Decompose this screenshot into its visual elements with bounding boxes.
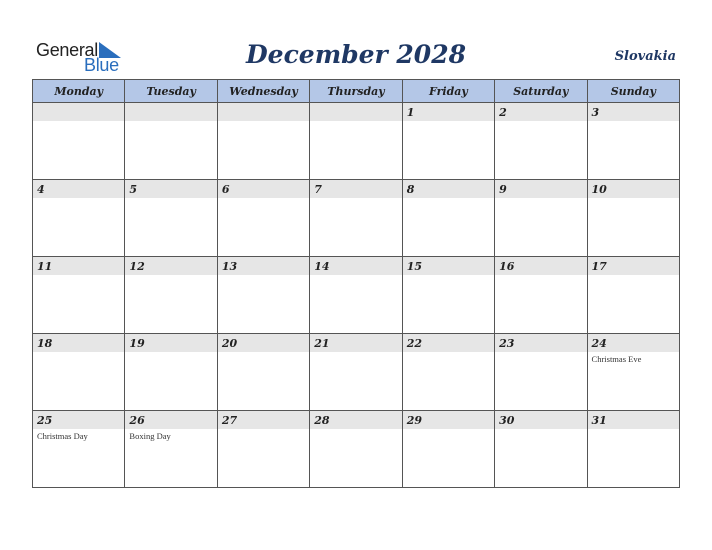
day-number-bar	[33, 103, 124, 121]
day-cell	[125, 257, 217, 334]
day-cell	[33, 180, 125, 257]
day-cell	[217, 180, 309, 257]
day-cell	[587, 103, 679, 180]
day-number-bar	[403, 103, 494, 121]
day-number: 30	[499, 414, 515, 427]
day-number: 21	[314, 337, 330, 350]
week-row	[33, 180, 680, 257]
day-cell	[587, 334, 679, 411]
day-cell	[217, 103, 309, 180]
day-number-bar	[310, 103, 401, 121]
weekday-header: Wednesday	[217, 80, 309, 103]
day-cell	[33, 257, 125, 334]
calendar-grid	[32, 79, 680, 488]
day-number: 19	[129, 337, 145, 350]
day-number: 31	[591, 414, 607, 427]
week-row	[33, 334, 680, 411]
day-cell	[587, 257, 679, 334]
day-number: 7	[314, 183, 322, 196]
day-cell	[402, 334, 494, 411]
day-cell	[125, 180, 217, 257]
weekday-header: Sunday	[587, 80, 679, 103]
day-cell	[310, 103, 402, 180]
day-cell	[310, 180, 402, 257]
day-number-bar	[310, 180, 401, 198]
day-number: 28	[314, 414, 330, 427]
weekday-header: Tuesday	[125, 80, 217, 103]
day-number: 12	[129, 260, 145, 273]
day-number-bar	[33, 180, 124, 198]
day-number-bar	[218, 180, 309, 198]
week-row	[33, 257, 680, 334]
day-cell	[402, 103, 494, 180]
weekday-header: Thursday	[310, 80, 402, 103]
day-number: 20	[221, 337, 238, 350]
day-number-bar	[403, 180, 494, 198]
day-cell	[495, 334, 587, 411]
weekday-header: Friday	[402, 80, 494, 103]
day-number: 17	[591, 260, 607, 273]
logo-text-blue: Blue	[84, 55, 119, 75]
day-number: 8	[406, 183, 415, 196]
day-number: 5	[129, 183, 138, 196]
day-number: 6	[221, 183, 230, 196]
day-cell	[125, 411, 217, 488]
day-cell	[33, 411, 125, 488]
calendar-body	[33, 103, 680, 488]
day-cell	[125, 103, 217, 180]
day-number-bar	[495, 103, 586, 121]
day-number: 10	[591, 183, 607, 196]
day-cell	[310, 411, 402, 488]
day-number: 18	[37, 337, 53, 350]
week-row	[33, 103, 680, 180]
page-title: December 2028	[245, 40, 466, 69]
day-cell	[495, 103, 587, 180]
day-cell	[33, 334, 125, 411]
day-cell	[495, 257, 587, 334]
day-cell	[310, 334, 402, 411]
day-cell	[310, 257, 402, 334]
day-cell	[402, 411, 494, 488]
logo-text-general: General	[36, 40, 98, 60]
day-number: 1	[406, 106, 415, 119]
day-number: 25	[37, 414, 53, 427]
day-cell	[495, 180, 587, 257]
weekday-header-row	[33, 80, 680, 103]
day-number: 2	[499, 106, 507, 119]
day-number: 22	[406, 337, 422, 350]
day-cell	[33, 103, 125, 180]
day-cell	[217, 411, 309, 488]
day-number: 24	[591, 337, 607, 350]
day-number: 15	[406, 260, 422, 273]
day-number-bar	[588, 103, 679, 121]
day-number: 16	[499, 260, 515, 273]
day-number-bar	[495, 180, 586, 198]
day-number: 26	[129, 414, 145, 427]
week-row	[33, 411, 680, 488]
day-cell	[495, 411, 587, 488]
day-cell	[587, 180, 679, 257]
holiday-label: Christmas Day	[37, 431, 88, 441]
day-number: 13	[221, 260, 238, 273]
day-cell	[402, 180, 494, 257]
day-number: 4	[37, 183, 45, 196]
day-cell	[217, 334, 309, 411]
day-cell	[125, 334, 217, 411]
day-number-bar	[125, 103, 216, 121]
day-number: 23	[499, 337, 515, 350]
day-cell	[587, 411, 679, 488]
day-number: 27	[221, 414, 238, 427]
day-number: 11	[37, 260, 53, 273]
country-label: Slovakia	[614, 49, 676, 64]
day-number: 3	[591, 106, 600, 119]
day-cell	[402, 257, 494, 334]
holiday-label: Boxing Day	[129, 431, 171, 441]
weekday-header: Saturday	[495, 80, 587, 103]
holiday-label: Christmas Eve	[591, 354, 642, 364]
day-number: 29	[406, 414, 422, 427]
day-number-bar	[125, 180, 216, 198]
weekday-header: Monday	[33, 80, 125, 103]
day-number: 14	[314, 260, 330, 273]
day-number: 9	[499, 183, 507, 196]
day-cell	[217, 257, 309, 334]
day-number-bar	[218, 103, 309, 121]
